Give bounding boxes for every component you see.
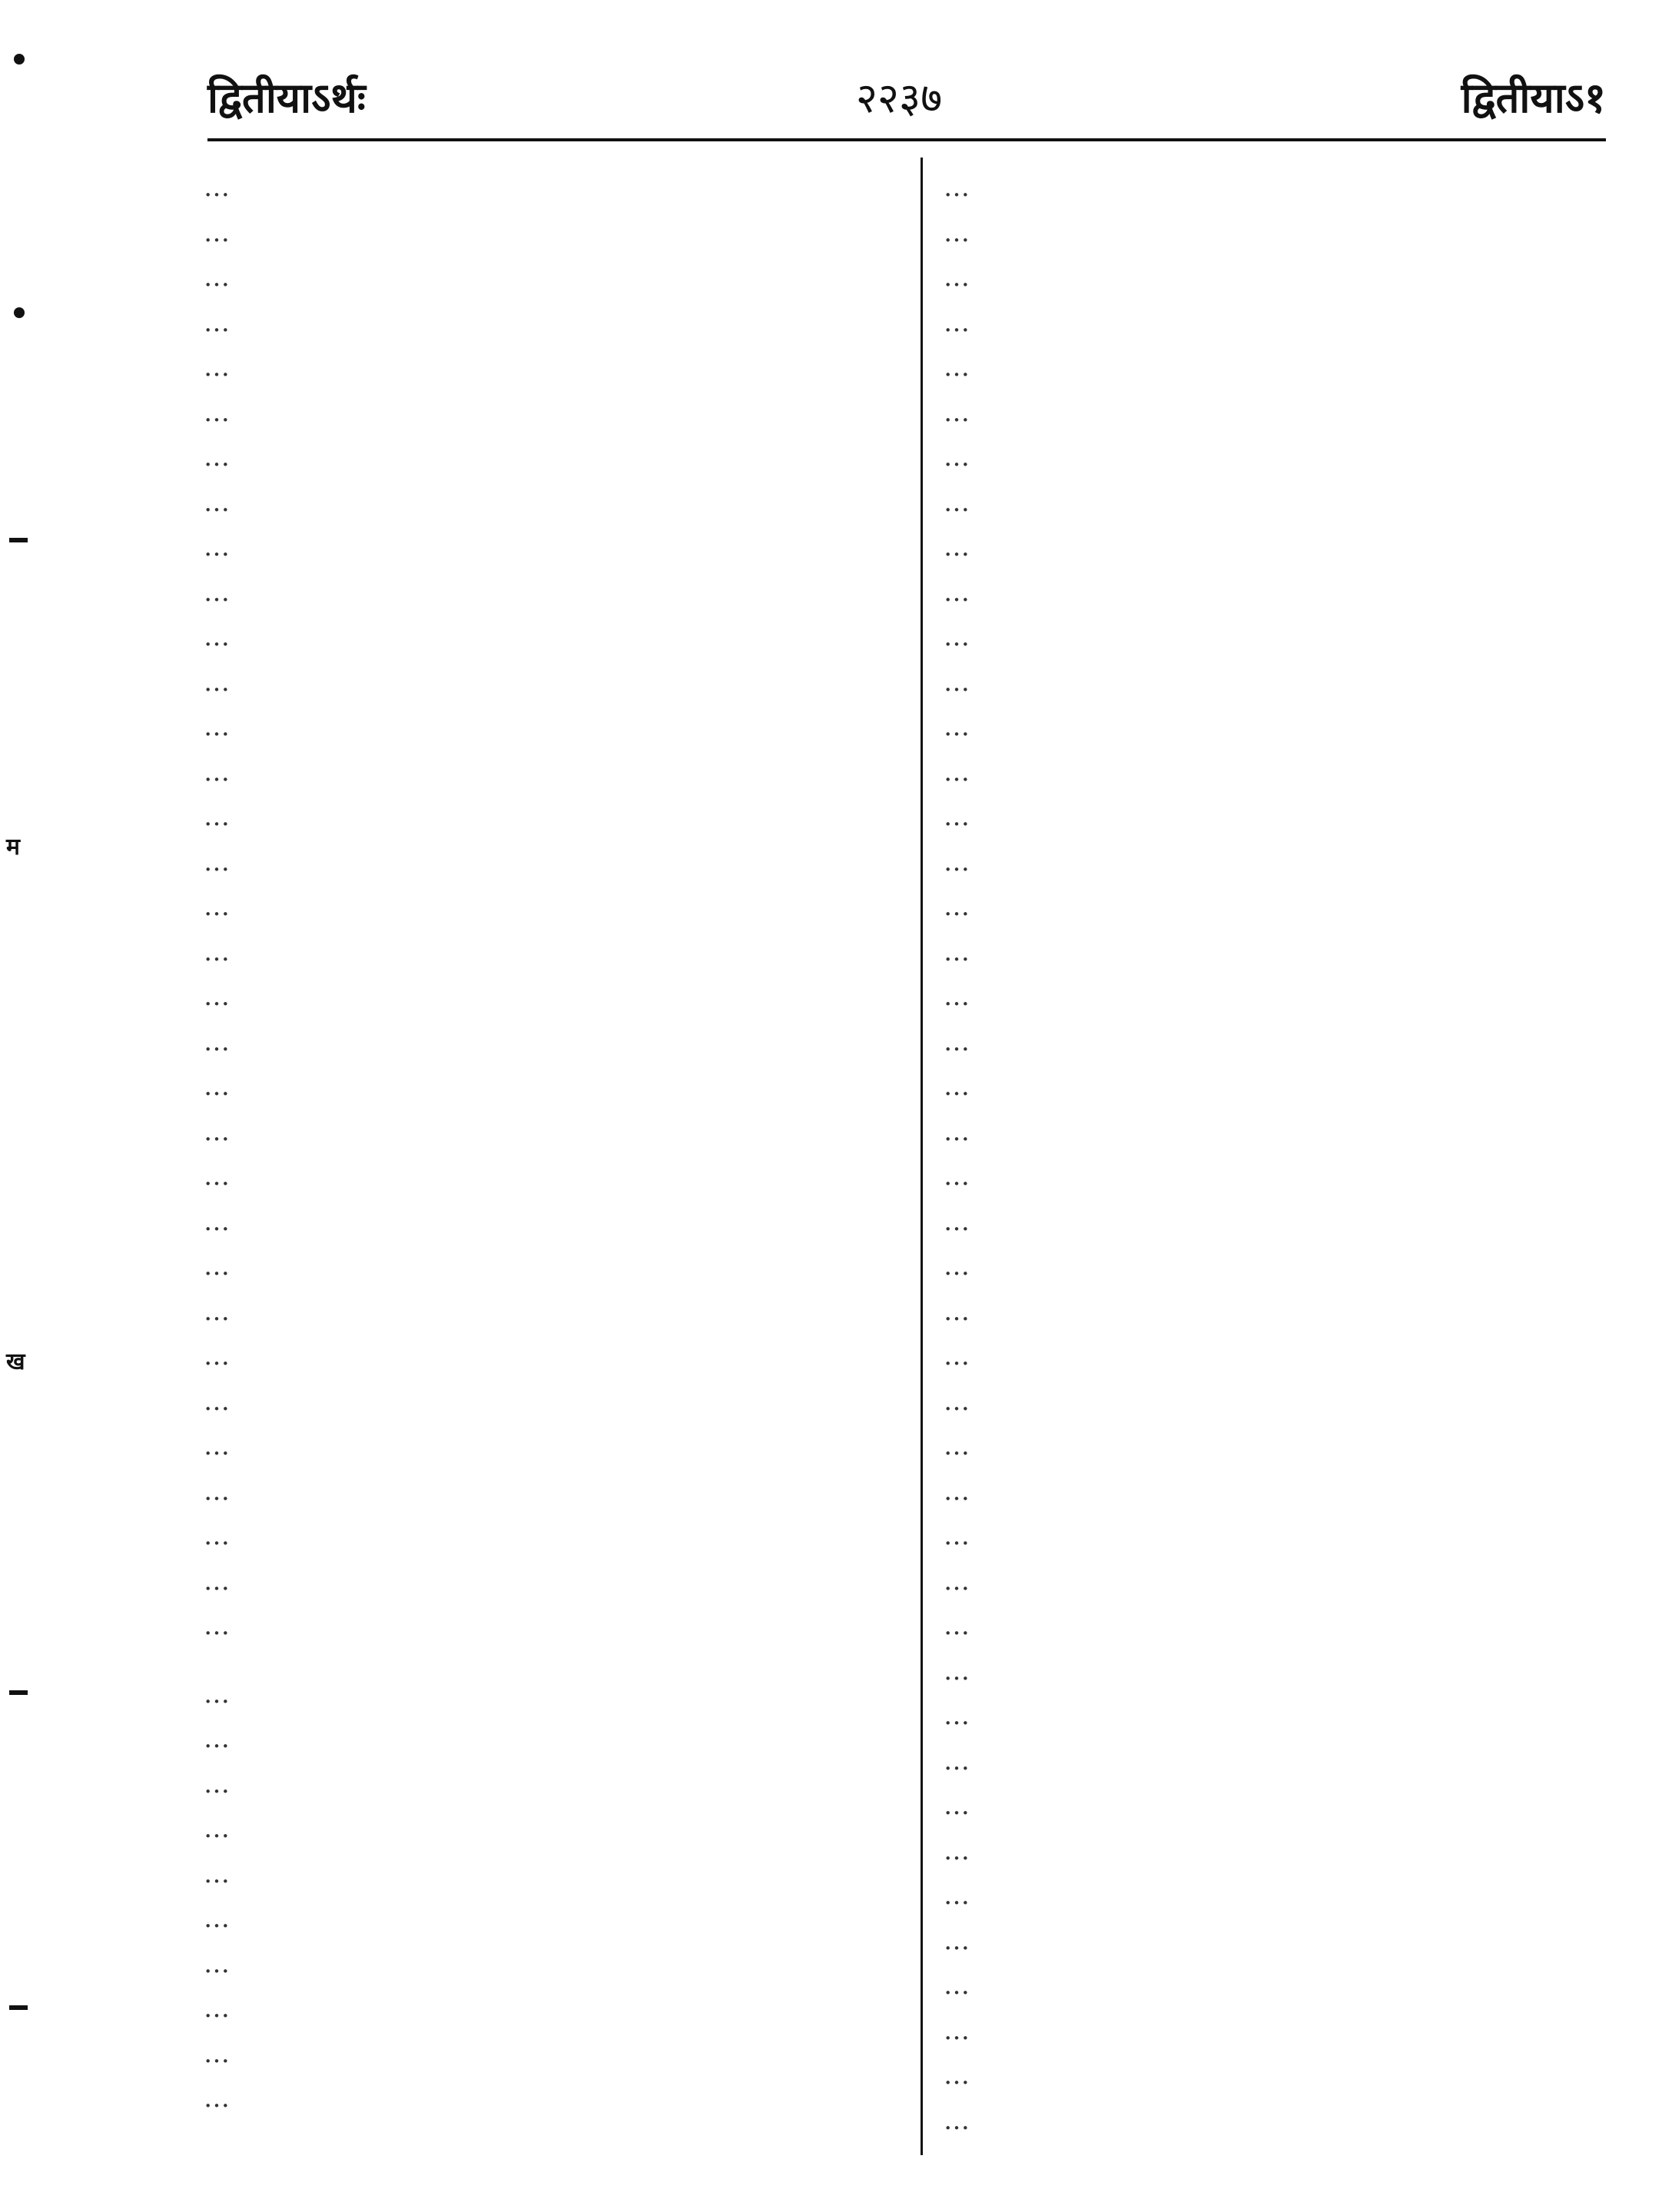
text-line: …	[944, 486, 970, 518]
text-line: …	[204, 172, 230, 203]
text-line: …	[944, 1790, 970, 1821]
text-line: …	[944, 352, 970, 383]
text-line: …	[944, 622, 970, 652]
text-line: …	[204, 1161, 230, 1192]
text-line: …	[204, 1610, 230, 1641]
text-line: …	[944, 1385, 970, 1417]
text-line: …	[204, 217, 230, 248]
left-paragraph-2	[204, 1672, 899, 2121]
text-line: …	[204, 666, 230, 698]
text-line: …	[944, 1521, 970, 1551]
text-line: …	[944, 1431, 970, 1461]
page-number: २२३७	[855, 74, 943, 122]
text-line: …	[204, 1813, 230, 1844]
text-line: …	[944, 1700, 970, 1731]
text-line: …	[204, 1431, 230, 1461]
right-column	[944, 165, 1620, 2163]
text-line: …	[944, 532, 970, 562]
margin-glyph: ख	[6, 1348, 25, 1375]
text-line: …	[204, 936, 230, 967]
left-paragraph-1	[204, 165, 899, 1649]
column-divider	[921, 158, 923, 2155]
text-line: …	[204, 396, 230, 428]
text-line: …	[944, 2015, 970, 2046]
text-line: …	[944, 756, 970, 788]
right-paragraph	[944, 165, 1620, 2143]
text-line: …	[944, 1970, 970, 2001]
running-head	[207, 68, 1606, 129]
text-line: …	[204, 846, 230, 877]
text-line: …	[204, 1521, 230, 1551]
text-line: …	[204, 1341, 230, 1371]
text-line: …	[944, 1116, 970, 1147]
text-line: …	[204, 801, 230, 832]
text-line: …	[944, 711, 970, 742]
text-line: …	[204, 1768, 230, 1799]
text-line: …	[944, 2104, 970, 2136]
text-line: …	[204, 1858, 230, 1889]
text-line: …	[944, 1341, 970, 1371]
text-line: …	[944, 891, 970, 922]
text-line: …	[204, 981, 230, 1012]
left-column	[204, 165, 899, 2163]
text-line: …	[944, 846, 970, 877]
text-line: …	[204, 352, 230, 383]
text-line: …	[944, 1880, 970, 1911]
text-line: …	[204, 756, 230, 788]
margin-dash	[9, 1690, 28, 1695]
text-line: …	[944, 1610, 970, 1641]
text-line: …	[944, 1205, 970, 1237]
margin-dash	[9, 2005, 28, 2010]
text-line: …	[204, 1903, 230, 1934]
text-line: …	[944, 2060, 970, 2091]
text-line: …	[204, 1678, 230, 1710]
text-line: …	[944, 1161, 970, 1192]
text-line: …	[204, 2038, 230, 2069]
running-head-right: द्वितीयाऽ१	[1461, 73, 1606, 122]
text-line: …	[944, 1475, 970, 1507]
header-rule	[207, 138, 1606, 141]
margin-dash	[9, 538, 28, 542]
margin-dot	[14, 54, 25, 65]
text-line: …	[944, 172, 970, 203]
text-line: …	[944, 1745, 970, 1776]
text-line: …	[204, 307, 230, 338]
text-line: …	[944, 936, 970, 967]
text-line: …	[944, 1565, 970, 1597]
text-line: …	[944, 576, 970, 608]
text-line: …	[944, 981, 970, 1012]
margin-dot	[14, 307, 25, 318]
text-line: …	[944, 1835, 970, 1866]
text-line: …	[944, 307, 970, 338]
text-line: …	[204, 262, 230, 293]
text-line: …	[944, 801, 970, 832]
text-line: …	[204, 1026, 230, 1057]
text-line: …	[944, 1251, 970, 1282]
text-line: …	[944, 1925, 970, 1956]
text-line: …	[204, 486, 230, 518]
text-line: …	[204, 1385, 230, 1417]
text-line: …	[204, 442, 230, 473]
text-line: …	[204, 891, 230, 922]
running-head-left: द्वितीयाऽर्थः	[207, 73, 366, 122]
text-line: …	[204, 1071, 230, 1102]
text-line: …	[204, 1251, 230, 1282]
text-line: …	[204, 576, 230, 608]
text-line: …	[944, 442, 970, 473]
text-line: …	[204, 1948, 230, 1979]
text-line: …	[944, 1655, 970, 1686]
text-line: …	[944, 1295, 970, 1327]
text-line: …	[944, 217, 970, 248]
text-line: …	[944, 262, 970, 293]
text-line: …	[204, 1295, 230, 1327]
text-line: …	[204, 1475, 230, 1507]
text-line: …	[204, 711, 230, 742]
text-line: …	[944, 396, 970, 428]
margin-glyph: म	[6, 834, 20, 861]
text-line: …	[204, 622, 230, 652]
text-line: …	[204, 1565, 230, 1597]
text-line: …	[944, 1026, 970, 1057]
text-line: …	[204, 1993, 230, 2024]
text-line: …	[204, 2083, 230, 2114]
text-line: …	[944, 666, 970, 698]
text-line: …	[204, 532, 230, 562]
text-line: …	[204, 1116, 230, 1147]
text-line: …	[204, 1723, 230, 1754]
text-line: …	[944, 1071, 970, 1102]
text-line: …	[204, 1205, 230, 1237]
